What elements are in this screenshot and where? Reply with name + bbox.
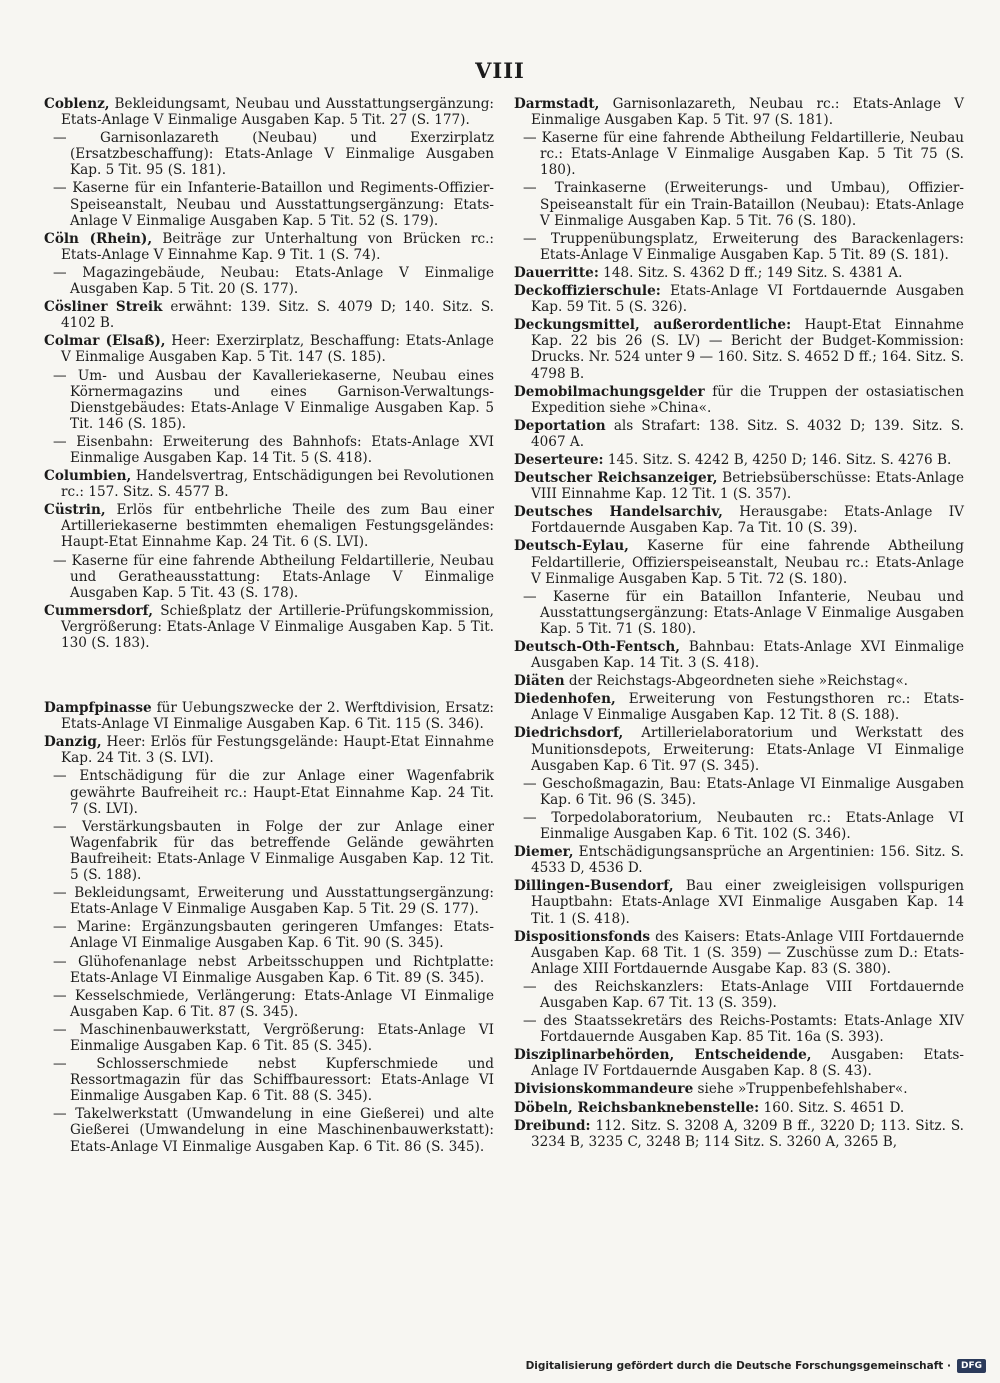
entry-text: Haupt-Etat Einnahme Kap. 22 bis 26 (S. LV) — Bericht der Budget-Kommission: Drucks. Nr. 524 unter 9 — 160. Sitz. S. 4652 D ff.; 164. Sitz. S. 4798 B. <box>531 317 964 382</box>
entry-keyword: Deckoffizierschule: <box>514 283 661 300</box>
left-column <box>44 96 494 1328</box>
index-entry <box>514 265 964 281</box>
entry-text: — Garnisonlazareth (Neubau) und Exerzirplatz (Ersatzbeschaffung): Etats-Anlage V Einmalige Ausgaben Kap. 5 Tit. 95 (S. 181). <box>53 130 494 179</box>
entry-keyword: Cummersdorf, <box>44 602 153 619</box>
index-entry <box>514 1081 964 1097</box>
index-entry <box>514 878 964 926</box>
entry-keyword: Diäten <box>514 673 565 690</box>
entry-keyword: Dampfpinasse <box>44 700 152 717</box>
entry-text: Heer: Erlös für Festungsgelände: Haupt-Etat Einnahme Kap. 24 Tit. 3 (S. LVI). <box>61 734 494 767</box>
entry-text: — Truppenübungsplatz, Erweiterung des Barackenlagers: Etats-Anlage V Einmalige Ausgaben Kap. 5 Tit. 89 (S. 181). <box>523 230 964 263</box>
entry-text: Heer: Exerzirplatz, Beschaffung: Etats-Anlage V Einmalige Ausgaben Kap. 5 Tit. 147 (S. 185). <box>61 333 494 366</box>
index-entry <box>514 1047 964 1079</box>
index-entry <box>44 299 494 331</box>
entry-text: Garnisonlazareth, Neubau rc.: Etats-Anlage V Einmalige Ausgaben Kap. 5 Tit. 97 (S. 181). <box>531 96 964 129</box>
entry-keyword: Dispositionsfonds <box>514 928 650 945</box>
entry-text: — Bekleidungsamt, Erweiterung und Ausstattungsergänzung: Etats-Anlage V Einmalige Ausgaben Kap. 5 Tit. 29 (S. 177). <box>53 885 494 918</box>
entry-text: erwähnt: 139. Sitz. S. 4079 D; 140. Sitz. S. 4102 B. <box>61 299 494 332</box>
index-subentry <box>44 265 494 297</box>
index-subentry <box>44 1106 494 1154</box>
entry-keyword: Disziplinarbehörden, Entscheidende, <box>514 1047 812 1064</box>
index-subentry <box>514 776 964 808</box>
index-subentry <box>514 810 964 842</box>
footer <box>526 1359 986 1373</box>
entry-keyword: Deutsch-Eylau, <box>514 538 629 555</box>
page-number: VIII <box>475 58 525 83</box>
entry-keyword: Divisionskommandeure <box>514 1081 694 1098</box>
entry-text: — Trainkaserne (Erweiterungs- und Umbau), Offizier-Speiseanstalt für ein Train-Bataillon (Neubau): Etats-Anlage V Einmalige Ausgaben Kap. 5 Tit. 76 (S. 180). <box>523 180 964 229</box>
dfg-logo: DFG <box>957 1359 986 1373</box>
index-subentry <box>44 919 494 951</box>
entry-text: — Geschoßmagazin, Bau: Etats-Anlage VI Einmalige Ausgaben Kap. 6 Tit. 96 (S. 345). <box>523 775 964 808</box>
entry-keyword: Cöln (Rhein), <box>44 230 153 247</box>
entry-keyword: Deutsch-Oth-Fentsch, <box>514 639 680 655</box>
entry-text: — des Staatssekretärs des Reichs-Postamts: Etats-Anlage XIV Fortdauernde Ausgaben Kap. 85 Tit. 16a (S. 393). <box>523 1013 964 1046</box>
index-entry <box>514 452 964 468</box>
entry-keyword: Columbien, <box>44 468 132 485</box>
entry-text: — Kaserne für eine fahrende Abtheilung Feldartillerie, Neubau rc.: Etats-Anlage V Einmalige Ausgaben Kap. 5 Tit 75 (S. 180). <box>523 130 964 179</box>
footer-credit: Digitalisierung gefördert durch die Deutsche Forschungsgemeinschaft · <box>525 1360 951 1372</box>
entry-keyword: Coblenz, <box>44 96 110 112</box>
index-subentry <box>514 231 964 263</box>
index-entry <box>44 96 494 128</box>
entry-text: Bau einer zweigleisigen vollspurigen Hauptbahn: Etats-Anlage XVI Einmalige Ausgaben Kap. 14 Tit. 1 (S. 418). <box>531 878 964 927</box>
entry-keyword: Deutsches Handelsarchiv, <box>514 504 723 521</box>
entry-text: als Strafart: 138. Sitz. S. 4032 D; 139. Sitz. S. 4067 A. <box>531 417 964 450</box>
entry-keyword: Deutscher Reichsanzeiger, <box>514 470 718 487</box>
entry-keyword: Dreibund: <box>514 1117 591 1134</box>
index-subentry <box>44 130 494 178</box>
index-subentry <box>44 768 494 816</box>
index-subentry <box>44 819 494 883</box>
index-entry <box>44 603 494 651</box>
entry-text: 148. Sitz. S. 4362 D ff.; 149 Sitz. S. 4381 A. <box>598 264 903 281</box>
entry-keyword: Dillingen-Busendorf, <box>514 878 674 895</box>
index-entry <box>514 317 964 381</box>
entry-text: des Kaisers: Etats-Anlage VIII Fortdauernde Ausgaben Kap. 68 Tit. 1 (S. 359) — Zuschüsse zum D.: Etats-Anlage XIII Fortdauernde Ausgabe Kap. 83 (S. 380). <box>531 928 964 977</box>
entry-text: — Torpedolaboratorium, Neubauten rc.: Etats-Anlage VI Einmalige Ausgaben Kap. 6 Tit. 102 (S. 346). <box>523 809 964 843</box>
index-entry <box>514 639 964 671</box>
entry-text: — Kaserne für eine fahrende Abtheilung Feldartillerie, Neubau und Geratheausstattung: Etats-Anlage V Einmalige Ausgaben Kap. 5 Tit. 43 (S. 178). <box>53 552 494 601</box>
index-subentry <box>514 130 964 178</box>
entry-text: — Marine: Ergänzungsbauten geringeren Umfanges: Etats-Anlage VI Einmalige Ausgaben Kap. 6 Tit. 90 (S. 345). <box>53 919 494 952</box>
entry-text: für Uebungszwecke der 2. Werftdivision, Ersatz: Etats-Anlage VI Einmalige Ausgaben Kap. 6 Tit. 115 (S. 346). <box>61 700 494 733</box>
index-entry <box>514 1100 964 1116</box>
entry-text: 145. Sitz. S. 4242 B, 4250 D; 146. Sitz. S. 4276 B. <box>603 451 952 468</box>
entry-text: 112. Sitz. S. 3208 A, 3209 B ff., 3220 D; 113. Sitz. S. 3234 B, 3235 C, 3248 B; 114 Sitz. S. 3260 A, 3265 B, <box>531 1117 964 1150</box>
entry-text: der Reichstags-Abgeordneten siehe »Reichstag«. <box>564 673 908 690</box>
entry-text: Kaserne für eine fahrende Abtheilung Feldartillerie, Offizierspeiseanstalt, Neubau rc.: Etats-Anlage V Einmalige Ausgaben Kap. 5 Tit. 72 (S. 180). <box>531 538 964 587</box>
index-entry <box>514 691 964 723</box>
entry-keyword: Deckungsmittel, außerordentliche: <box>514 317 792 334</box>
index-entry <box>44 333 494 365</box>
entry-text: — Magazingebäude, Neubau: Etats-Anlage V Einmalige Ausgaben Kap. 5 Tit. 20 (S. 177). <box>53 264 494 298</box>
entry-keyword: Darmstadt, <box>514 96 600 112</box>
index-subentry <box>44 1056 494 1104</box>
entry-text: — Maschinenbauwerkstatt, Vergrößerung: Etats-Anlage VI Einmalige Ausgaben Kap. 6 Tit. 85 (S. 345). <box>53 1021 494 1054</box>
index-entry <box>514 96 964 128</box>
entry-text: — Kesselschmiede, Verlängerung: Etats-Anlage VI Einmalige Ausgaben Kap. 6 Tit. 87 (S. 345). <box>53 987 494 1020</box>
index-entry <box>514 470 964 502</box>
entry-text: 160. Sitz. S. 4651 D. <box>759 1099 905 1116</box>
index-entry <box>514 844 964 876</box>
entry-text: Schießplatz der Artillerie-Prüfungskommission, Vergrößerung: Etats-Anlage V Einmalige Ausgaben Kap. 5 Tit. 130 (S. 183). <box>61 602 494 651</box>
index-subentry <box>44 180 494 228</box>
index-subentry <box>514 180 964 228</box>
index-subentry <box>44 368 494 432</box>
entry-text: — Schlosserschmiede nebst Kupferschmiede und Ressortmagazin für das Schiffbauressort: Etats-Anlage VI Einmalige Ausgaben Kap. 6 Tit. 88 (S. 345). <box>53 1056 494 1105</box>
entry-keyword: Döbeln, Reichsbanknebenstelle: <box>514 1099 760 1116</box>
entry-text: Bahnbau: Etats-Anlage XVI Einmalige Ausgaben Kap. 14 Tit. 3 (S. 418). <box>531 639 964 672</box>
index-subentry <box>44 885 494 917</box>
entry-text: Handelsvertrag, Entschädigungen bei Revolutionen rc.: 157. Sitz. S. 4577 B. <box>61 468 494 501</box>
entry-text: Entschädigungsansprüche an Argentinien: 156. Sitz. S. 4533 D, 4536 D. <box>531 844 964 877</box>
entry-text: Bekleidungsamt, Neubau und Ausstattungsergänzung: Etats-Anlage V Einmalige Ausgaben Kap. 5 Tit. 27 (S. 177). <box>61 96 494 129</box>
index-entry <box>44 700 494 732</box>
entry-keyword: Deserteure: <box>514 451 604 468</box>
entry-keyword: Diedrichsdorf, <box>514 725 624 742</box>
entry-text: — Glühofenanlage nebst Arbeitsschuppen und Richtplatte: Etats-Anlage VI Einmalige Ausgaben Kap. 6 Tit. 89 (S. 345). <box>53 953 494 986</box>
entry-text: — Verstärkungsbauten in Folge der zur Anlage einer Wagenfabrik für das betreffende Gelände gewährten Baufreiheit: Etats-Anlage V Einmalige Ausgaben Kap. 12 Tit. 5 (S. 188). <box>53 818 494 884</box>
index-subentry <box>44 954 494 986</box>
entry-text: Herausgabe: Etats-Anlage IV Fortdauernde Ausgaben Kap. 7a Tit. 10 (S. 39). <box>531 504 964 537</box>
entry-text: Erweiterung von Festungsthoren rc.: Etats-Anlage V Einmalige Ausgaben Kap. 12 Tit. 8 (S. 188). <box>531 691 964 724</box>
entry-text: — Kaserne für ein Infanterie-Bataillon und Regiments-Offizier-Speiseanstalt, Neubau und Ausstattungsergänzung: Etats-Anlage V Einmalige Ausgaben Kap. 5 Tit. 52 (S. 179). <box>53 180 494 229</box>
entry-text: Beiträge zur Unterhaltung von Brücken rc.: Etats-Anlage V Einnahme Kap. 9 Tit. 1 (S. 74). <box>61 230 494 263</box>
entry-keyword: Diemer, <box>514 844 574 861</box>
index-subentry <box>514 589 964 637</box>
entry-keyword: Cüstrin, <box>44 502 106 519</box>
index-subentry <box>44 553 494 601</box>
index-entry <box>44 231 494 263</box>
entry-text: Betriebsüberschüsse: Etats-Anlage VIII Einnahme Kap. 12 Tit. 1 (S. 357). <box>531 470 964 503</box>
entry-text: Erlös für entbehrliche Theile des zum Bau einer Artilleriekaserne bestimmten ehemaligen Festungsgeländes: Haupt-Etat Einnahme Kap. 24 Tit. 6 (S. LVI). <box>61 502 494 551</box>
index-entry <box>514 1118 964 1150</box>
index-entry <box>514 504 964 536</box>
index-subentry <box>514 979 964 1011</box>
index-columns <box>44 96 964 1328</box>
entry-keyword: Demobilmachungsgelder <box>514 383 705 400</box>
entry-text: — Kaserne für ein Bataillon Infanterie, Neubau und Ausstattungsergänzung: Etats-Anlage V Einmalige Ausgaben Kap. 5 Tit. 71 (S. 180). <box>523 588 964 637</box>
index-entry <box>514 929 964 977</box>
index-entry <box>44 468 494 500</box>
index-entry <box>514 673 964 689</box>
entry-text: — Um- und Ausbau der Kavalleriekaserne, Neubau eines Körnermagazins und eines Garnison-Verwaltungs-Dienstgebäudes: Etats-Anlage V Einmalige Ausgaben Kap. 5 Tit. 146 (S. 185). <box>53 367 494 432</box>
index-subentry <box>514 1013 964 1045</box>
index-entry <box>514 418 964 450</box>
index-entry <box>44 502 494 550</box>
entry-keyword: Dauerritte: <box>514 264 599 281</box>
entry-text: Etats-Anlage VI Fortdauernde Ausgaben Kap. 59 Tit. 5 (S. 326). <box>531 283 964 316</box>
entry-keyword: Cösliner Streik <box>44 299 163 316</box>
entry-text: für die Truppen der ostasiatischen Expedition siehe »China«. <box>531 383 964 416</box>
index-entry <box>514 725 964 773</box>
index-subentry <box>44 434 494 466</box>
entry-keyword: Deportation <box>514 417 606 434</box>
index-subentry <box>44 988 494 1020</box>
right-column <box>514 96 964 1328</box>
index-entry <box>44 734 494 766</box>
entry-text: — Eisenbahn: Erweiterung des Bahnhofs: Etats-Anlage XVI Einmalige Ausgaben Kap. 14 Tit. 5 (S. 418). <box>53 433 494 466</box>
entry-keyword: Danzig, <box>44 734 102 751</box>
entry-text: Artillerielaboratorium und Werkstatt des Munitionsdepots, Erweiterung: Etats-Anlage VI Einmalige Ausgaben Kap. 6 Tit. 97 (S. 345). <box>531 725 964 774</box>
index-entry <box>514 538 964 586</box>
entry-text: — des Reichskanzlers: Etats-Anlage VIII Fortdauernde Ausgaben Kap. 67 Tit. 13 (S. 359). <box>523 978 964 1011</box>
index-entry <box>514 283 964 315</box>
index-subentry <box>44 1022 494 1054</box>
entry-text: Ausgaben: Etats-Anlage IV Fortdauernde Ausgaben Kap. 8 (S. 43). <box>531 1047 964 1080</box>
entry-text: — Entschädigung für die zur Anlage einer Wagenfabrik gewährte Baufreiheit rc.: Haupt-Etat Einnahme Kap. 24 Tit. 7 (S. LVI). <box>53 768 494 817</box>
entry-keyword: Diedenhofen, <box>514 691 616 708</box>
entry-text: — Takelwerkstatt (Umwandelung in eine Gießerei) und alte Gießerei (Umwandelung in eine Maschinenbauwerkstatt): Etats-Anlage VI Einmalige Ausgaben Kap. 6 Tit. 86 (S. 345). <box>53 1106 494 1155</box>
entry-text: siehe »Truppenbefehlshaber«. <box>693 1081 908 1098</box>
index-entry <box>514 384 964 416</box>
entry-keyword: Colmar (Elsaß), <box>44 333 166 350</box>
